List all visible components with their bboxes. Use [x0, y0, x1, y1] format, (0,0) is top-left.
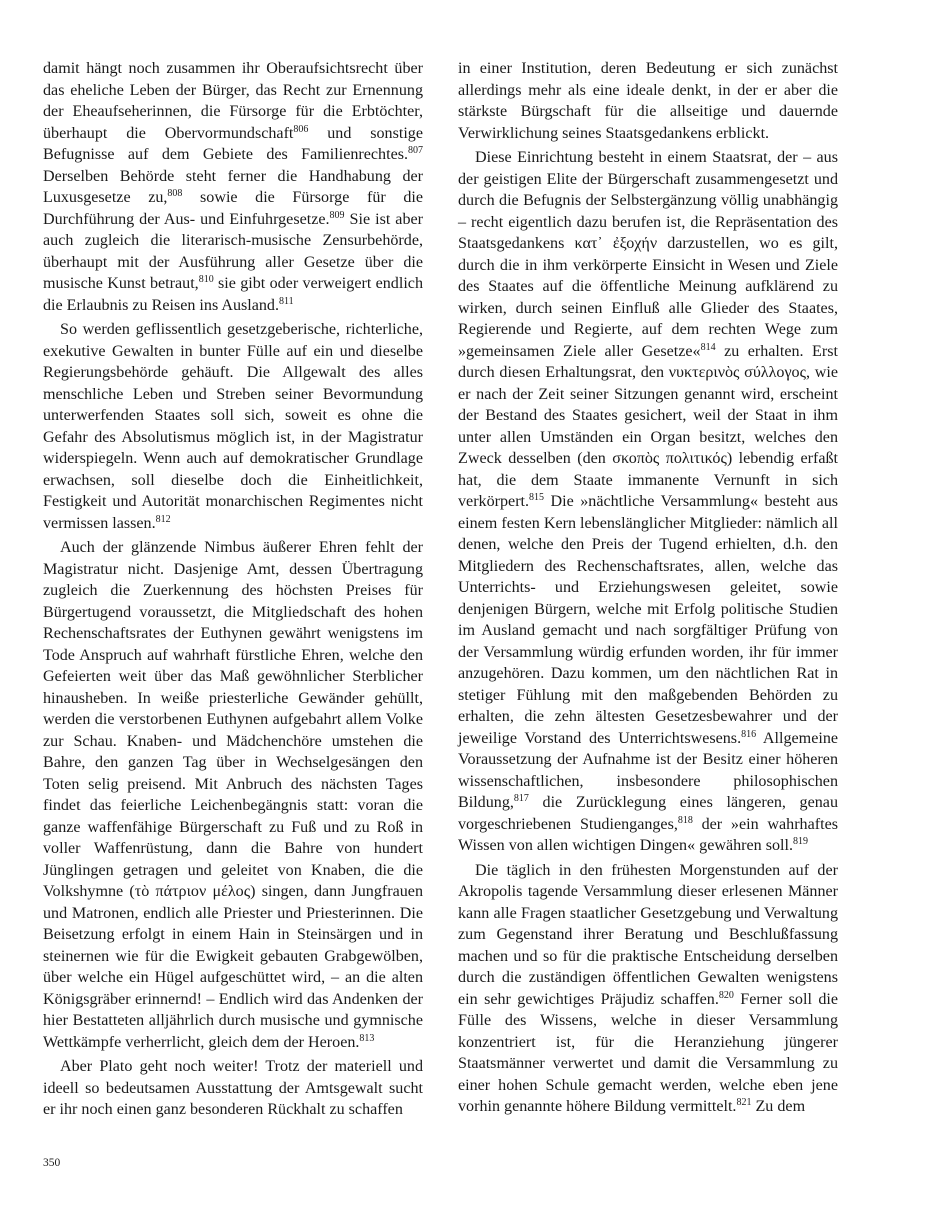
paragraph	[43, 58, 423, 316]
page-number: 350	[43, 1157, 61, 1169]
text-run: Diese Einrichtung besteht in einem Staatsrat, der – aus der geistigen Elite der Bürgerschaft zusammengesetzt und durch die Befugnis der Selbstergänzung völlig unabhängig – recht eigentlich dazu berufen ist, die Repräsentation des Staatsgedankens κατ᾽ ἐξοχήν darzustellen, wo es gilt, durch die in ihm verkörperte Einsicht in Wesen und Ziele des Staates auf die öffentliche Meinung aufklärend zu wirken, durch seinen Einfluß alle Glieder des Staates, Regierende und Regierte, auf dem rechten Wege zum »gemeinsamen Ziele aller Gesetze«	[458, 149, 838, 360]
footnote-marker[interactable]: 812	[155, 513, 171, 525]
footnote-marker[interactable]: 816	[741, 728, 757, 740]
footnote-marker[interactable]: 808	[167, 188, 183, 199]
footnote-marker[interactable]: 813	[359, 1032, 375, 1044]
footnote-marker[interactable]: 807	[408, 145, 423, 156]
text-run: Aber Plato geht noch weiter! Trotz der materiell und ideell so bedeutsamen Ausstattung der Amtsgewalt sucht er ihr noch einen ganz besonderen Rückhalt zu schaffen	[43, 1058, 423, 1118]
paragraph	[43, 537, 423, 1053]
footnote-marker[interactable]: 814	[700, 341, 716, 353]
paragraph	[43, 319, 423, 534]
footnote-marker[interactable]: 818	[677, 814, 693, 826]
right-column	[458, 58, 838, 1118]
footnote-marker[interactable]: 815	[529, 492, 545, 503]
footnote-marker[interactable]: 811	[279, 295, 294, 307]
text-run: Die »nächtliche Versammlung« besteht aus einem festen Kern lebenslänglicher Mitglieder: nämlich all denen, welche den Preis der Tugend erhielten, d.h. den Mitgliedern des Rechenschaftsrates, allen, welche das Unterrichts- und Erziehungswesen geleitet, sowie denjenigen Bürgern, welche mit Erfolg politische Studien im Ausland gemacht und nach sorgfältiger Prüfung von der Versammlung würdig erfunden worden, ihr für immer anzugehören. Dazu kommen, um den nächtlichen Rat in stetiger Fühlung mit den maßgebenden Behörden zu erhalten, die zehn ältesten Gesetzesbewahrer und der jeweilige Vorstand des Unterrichtswesens.	[458, 493, 838, 747]
text-run: Zu dem	[751, 1098, 806, 1115]
footnote-marker[interactable]: 809	[329, 209, 345, 221]
text-run: Auch der glänzende Nimbus äußerer Ehren fehlt der Magistratur nicht. Dasjenige Amt, dessen Übertragung zugleich die Zuerkennung des höchsten Preises für Bürgertugend voraussetzt, die Mitgliedschaft des hohen Rechenschaftsrates der Euthynen gewährt wenigstens im Tode Anspruch auf wahrhaft fürstliche Ehren, welche den Gefeierten weit über das Maß gewöhnlicher Sterblicher hinausheben. In weiße priesterliche Gewänder gehüllt, werden die verstorbenen Euthynen aufgebahrt allem Volke zur Schau. Knaben- und Mädchenchöre umstehen die Bahre, den ganzen Tag über in Wechselgesängen den Toten selig preisend. Mit Anbruch des nächsten Tages findet das feierliche Leichenbegängnis statt: voran die ganze waffenfähige Bürgerschaft zu Fuß und zu Roß in voller Waffenrüstung, dann die Bahre von hundert Jünglingen getragen und geleitet von Knaben, die die Volkshymne (τὸ πάτριον μέλος) singen, dann Jungfrauen und Matronen, endlich alle Priester und Priesterinnen. Die Beisetzung erfolgt in einem Hain in Steinsärgen und in steinernen wie für die Ewigkeit gebauten Grabgewölben, über welche ein Hügel aufgeschüttet wird, – an die alten Königsgräber erinnernd! – Endlich wird das Andenken der hier Bestatteten alljährlich durch musische und gymnische Wettkämpfe verherrlicht, gleich dem der Heroen.	[43, 539, 423, 1051]
text-run: Derselben Behörde steht ferner die Handhabung der Luxusgesetze zu,	[43, 167, 423, 206]
footnote-marker[interactable]: 821	[736, 1097, 752, 1108]
text-run: in einer Institution, deren Bedeutung er sich zunächst allerdings mehr als eine ideale denkt, in der er aber die stärkste Bürgschaft für die allseitige und dauernde Verwirklichung seines Staatsgedankens erblickt.	[458, 60, 838, 142]
footnote-marker[interactable]: 817	[513, 793, 529, 804]
paragraph	[458, 147, 838, 857]
footnote-marker[interactable]: 806	[293, 123, 309, 135]
footnote-marker[interactable]: 820	[718, 989, 734, 1001]
text-run: zu erhalten. Erst durch diesen Erhaltungsrat, den νυκτερινὸς σύλλογος, wie er nach der Zeit seiner Sitzungen genannt wird, erscheint der Bestand des Staates gesichert, weil der Staat in ihm unter allen Umständen ein Organ besitzt, welches den Zweck desselben (den σκοπὸς πολιτικός) lebendig erfaßt hat, die dem Staate immanente Vernunft in sich verkörpert.	[458, 342, 838, 510]
text-run: So werden geflissentlich gesetzgeberische, richterliche, exekutive Gewalten in bunter Fülle auf ein und dieselbe Regierungsbehörde gehäuft. Die Allgewalt des alles menschliche Leben und Streben seiner Bevormundung unterwerfenden Staates soll sich, soweit es ohne die Gefahr des Absolutismus möglich ist, in der Magistratur widerspiegeln. Wenn auch auf demokratischer Grundlage erwachsen, soll dieselbe doch die Einheitlichkeit, Festigkeit und Autorität monarchischen Regimentes nicht vermissen lassen.	[43, 321, 423, 532]
footnote-marker[interactable]: 819	[793, 836, 809, 847]
text-run: Allgemeine Voraussetzung der Aufnahme ist der Besitz einer höheren wissenschaftlichen, insbesondere philosophischen Bildung,	[458, 729, 839, 811]
paragraph	[458, 860, 838, 1118]
text-run: Sie ist aber auch zugleich die literarisch-musische Zensurbehörde, überhaupt mit der Ausführung aller Gesetze über die musische Kunst betraut,	[43, 210, 423, 292]
footnote-marker[interactable]: 810	[198, 274, 214, 285]
left-column	[43, 58, 423, 1121]
text-run: Ferner soll die Fülle des Wissens, welche in dieser Versammlung konzentriert ist, für die Heranziehung jüngerer Staatsmänner verwertet und damit die Versammlung zu einer hohen Schule gemacht werden, welche eben jene vorhin genannte höhere Bildung vermittelt.	[458, 990, 838, 1115]
text-run: Die täglich in den frühesten Morgenstunden auf der Akropolis tagende Versammlung dieser erlesenen Männer kann alle Fragen staatlicher Gesetzgebung und Verwaltung zum Gegenstand ihrer Beratung und Beschlußfassung machen und so für die praktische Entscheidung derselben durch die zuständigen öffentlichen Gewalten wenigstens ein sehr gewichtiges Präjudiz schaffen.	[458, 861, 838, 1008]
text-run: sowie die Fürsorge für die Durchführung der Aus- und Einfuhrgesetze.	[43, 189, 423, 228]
text-run: und sonstige Befugnisse auf dem Gebiete des Familienrechtes.	[43, 124, 423, 163]
paragraph	[43, 1056, 423, 1121]
text-run: sie gibt oder verweigert endlich die Erlaubnis zu Reisen ins Ausland.	[43, 275, 423, 314]
text-run: der »ein wahrhaftes Wissen von allen wichtigen Dingen« gewähren soll.	[458, 815, 838, 854]
text-run: die Zurücklegung eines längeren, genau vorgeschriebenen Studienganges,	[458, 794, 838, 833]
paragraph	[458, 58, 838, 144]
text-run: damit hängt noch zusammen ihr Oberaufsichtsrecht über das eheliche Leben der Bürger, das Recht zur Ernennung der Eheaufseherinnen, die Fürsorge für die Erbtöchter, überhaupt die Obervormundschaft	[43, 60, 423, 142]
